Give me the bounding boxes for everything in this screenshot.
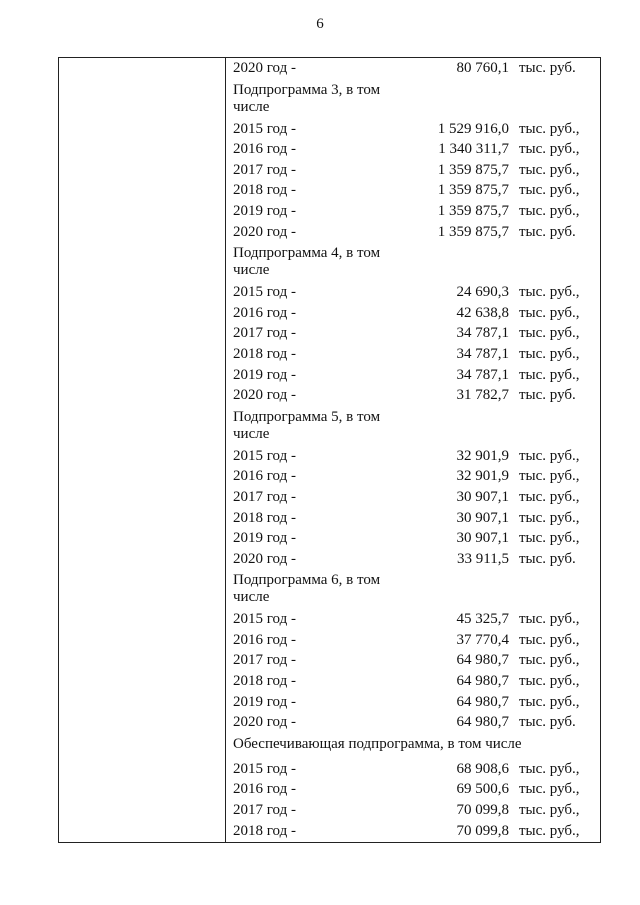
year-label: 2017 год -	[233, 802, 296, 819]
table-row	[233, 182, 593, 203]
year-label: 2015 год -	[233, 284, 296, 301]
amount-value: 64 980,7	[456, 693, 509, 710]
table-row	[233, 162, 593, 183]
year-label: 2020 год -	[233, 60, 296, 76]
year-label: 2019 год -	[233, 693, 296, 710]
year-label: 2016 год -	[233, 468, 296, 485]
table-row	[233, 367, 593, 388]
amount-value: 45 325,7	[456, 611, 509, 628]
year-label: 2016 год -	[233, 304, 296, 321]
subprogram-heading: Подпрограмма 4, в том числе	[233, 245, 381, 279]
unit-label: тыс. руб.,	[519, 120, 580, 137]
table-row	[233, 551, 593, 572]
table-row	[233, 530, 593, 551]
table-row	[233, 761, 593, 782]
subprogram-heading: Подпрограмма 6, в том числе	[233, 572, 381, 606]
table-row	[233, 121, 593, 142]
year-label: 2020 год -	[233, 714, 296, 731]
unit-label: тыс. руб.,	[519, 822, 580, 839]
amount-value: 34 787,1	[456, 366, 509, 383]
subprogram-heading: Подпрограмма 5, в том числе	[233, 408, 381, 442]
year-label: 2015 год -	[233, 120, 296, 137]
unit-label: тыс. руб.,	[519, 182, 580, 199]
unit-label: тыс. руб.,	[519, 631, 580, 648]
table-row	[233, 468, 593, 489]
unit-label: тыс. руб.,	[519, 161, 580, 178]
amount-value: 34 787,1	[456, 345, 509, 362]
unit-label: тыс. руб.,	[519, 366, 580, 383]
year-label: 2018 год -	[233, 822, 296, 839]
year-label: 2016 год -	[233, 141, 296, 158]
page-number: 6	[316, 16, 324, 32]
year-label: 2018 год -	[233, 345, 296, 362]
financing-table	[58, 57, 601, 843]
year-label: 2018 год -	[233, 182, 296, 199]
table-row	[233, 305, 593, 326]
year-label: 2016 год -	[233, 631, 296, 648]
amount-value: 1 359 875,7	[437, 223, 509, 240]
year-label: 2015 год -	[233, 611, 296, 628]
table-row	[233, 60, 593, 81]
table-row	[233, 387, 593, 408]
amount-value: 33 911,5	[457, 550, 509, 567]
unit-label: тыс. руб.,	[519, 345, 580, 362]
unit-label: тыс. руб.	[519, 550, 576, 567]
unit-label: тыс. руб.,	[519, 202, 580, 219]
table-row	[233, 203, 593, 224]
amount-value: 69 500,6	[456, 781, 509, 798]
table-row	[233, 448, 593, 469]
unit-label: тыс. руб.,	[519, 693, 580, 710]
year-label: 2019 год -	[233, 202, 296, 219]
amount-value: 64 980,7	[456, 652, 509, 669]
year-label: 2018 год -	[233, 509, 296, 526]
amount-value: 1 529 916,0	[437, 120, 509, 137]
unit-label: тыс. руб.,	[519, 509, 580, 526]
amount-value: 1 359 875,7	[437, 161, 509, 178]
unit-label: тыс. руб.,	[519, 284, 580, 301]
unit-label: тыс. руб.,	[519, 530, 580, 547]
table-row	[233, 489, 593, 510]
amount-value: 70 099,8	[456, 802, 509, 819]
year-label: 2017 год -	[233, 488, 296, 505]
unit-label: тыс. руб.	[519, 60, 576, 76]
amount-value: 70 099,8	[456, 822, 509, 839]
amount-value: 37 770,4	[456, 631, 509, 648]
unit-label: тыс. руб.,	[519, 468, 580, 485]
unit-label: тыс. руб.,	[519, 447, 580, 464]
table-row	[233, 325, 593, 346]
table-row	[233, 141, 593, 162]
table-row	[233, 714, 593, 735]
unit-label: тыс. руб.	[519, 387, 576, 404]
amount-value: 1 359 875,7	[437, 182, 509, 199]
year-label: 2019 год -	[233, 530, 296, 547]
table-row	[233, 224, 593, 245]
column-divider	[225, 58, 226, 842]
table-row	[233, 694, 593, 715]
amount-value: 80 760,1	[456, 60, 509, 76]
year-label: 2020 год -	[233, 387, 296, 404]
table-row	[233, 823, 593, 844]
year-label: 2018 год -	[233, 673, 296, 690]
financing-column	[233, 60, 593, 843]
amount-value: 30 907,1	[456, 488, 509, 505]
amount-value: 30 907,1	[456, 509, 509, 526]
amount-value: 24 690,3	[456, 284, 509, 301]
table-row	[233, 284, 593, 305]
table-row	[233, 673, 593, 694]
unit-label: тыс. руб.	[519, 714, 576, 731]
year-label: 2015 год -	[233, 760, 296, 777]
unit-label: тыс. руб.,	[519, 611, 580, 628]
table-row	[233, 781, 593, 802]
amount-value: 32 901,9	[456, 468, 509, 485]
amount-value: 32 901,9	[456, 447, 509, 464]
table-row	[233, 510, 593, 531]
unit-label: тыс. руб.,	[519, 652, 580, 669]
table-row	[233, 632, 593, 653]
unit-label: тыс. руб.,	[519, 488, 580, 505]
unit-label: тыс. руб.	[519, 223, 576, 240]
unit-label: тыс. руб.,	[519, 760, 580, 777]
year-label: 2020 год -	[233, 550, 296, 567]
year-label: 2016 год -	[233, 781, 296, 798]
year-label: 2017 год -	[233, 161, 296, 178]
amount-value: 31 782,7	[456, 387, 509, 404]
amount-value: 64 980,7	[456, 714, 509, 731]
unit-label: тыс. руб.,	[519, 802, 580, 819]
unit-label: тыс. руб.,	[519, 304, 580, 321]
subprogram-heading: Обеспечивающая подпрограмма, в том числе	[233, 735, 522, 752]
table-row	[233, 611, 593, 632]
amount-value: 30 907,1	[456, 530, 509, 547]
unit-label: тыс. руб.,	[519, 325, 580, 342]
amount-value: 1 340 311,7	[438, 141, 509, 158]
table-row	[233, 802, 593, 823]
year-label: 2020 год -	[233, 223, 296, 240]
year-label: 2017 год -	[233, 325, 296, 342]
table-row	[233, 346, 593, 367]
year-label: 2019 год -	[233, 366, 296, 383]
amount-value: 64 980,7	[456, 673, 509, 690]
amount-value: 42 638,8	[456, 304, 509, 321]
amount-value: 1 359 875,7	[437, 202, 509, 219]
amount-value: 68 908,6	[456, 760, 509, 777]
unit-label: тыс. руб.,	[519, 141, 580, 158]
unit-label: тыс. руб.,	[519, 673, 580, 690]
subprogram-heading: Подпрограмма 3, в том числе	[233, 81, 381, 115]
unit-label: тыс. руб.,	[519, 781, 580, 798]
year-label: 2015 год -	[233, 447, 296, 464]
table-row	[233, 652, 593, 673]
amount-value: 34 787,1	[456, 325, 509, 342]
year-label: 2017 год -	[233, 652, 296, 669]
